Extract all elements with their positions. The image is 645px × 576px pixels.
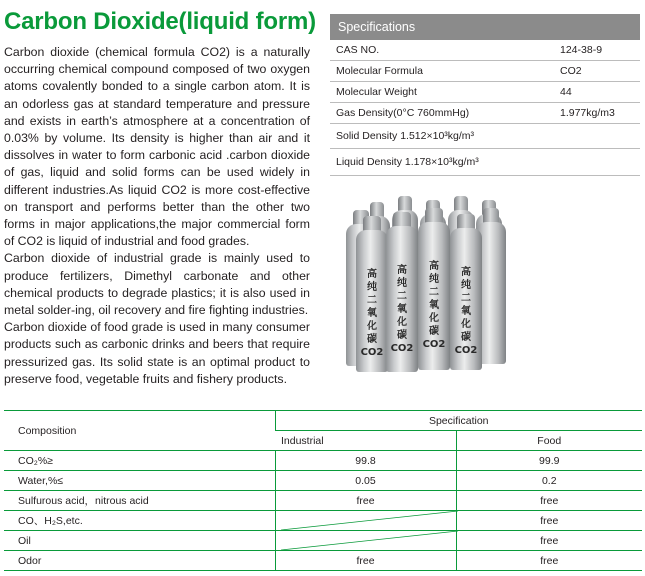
description-paragraph-3: Carbon dioxide of food grade is used in many consumer products such as carbonic drinks and beers that require pressurized gas. Its solid state is an optimal product to preserve food, vegetable fruits and fishery products. xyxy=(4,320,310,386)
blank-cell-diagonal xyxy=(281,531,458,550)
composition-name: CO、H₂S,etc. xyxy=(4,511,275,531)
composition-name: Oil xyxy=(4,531,275,551)
gas-cylinder xyxy=(386,212,418,372)
spec-row-liquid-density xyxy=(330,149,640,176)
composition-name: Odor xyxy=(4,551,275,571)
industrial-value: free xyxy=(275,551,456,571)
spec-label: Molecular Weight xyxy=(336,86,417,98)
industrial-value: free xyxy=(275,491,456,511)
co2-cylinders-image xyxy=(346,196,636,372)
food-header: Food xyxy=(456,431,642,451)
gas-cylinder xyxy=(356,216,388,372)
spec-row-solid-density xyxy=(330,124,640,149)
blank-cell-diagonal xyxy=(281,511,458,530)
spec-label: Gas Density(0°C 760mmHg) xyxy=(336,107,470,119)
spec-label: Molecular Formula xyxy=(336,65,423,77)
description-paragraph-1: Carbon dioxide (chemical formula CO2) is a naturally occurring chemical compound composed of two oxygen atoms covalently bonded to a single carbon atom. It is an odorless gas at standard temperature and pressure and exists in earth’s atmosphere at a concentration of 0.03% by volume. Its density is higher than air and it dissolves in water to form carbonic acid .carbon dioxide of gas, liquid and solid forms can be used widely in different industries.As liquid CO2 is more cost-effective on transport and performs better than the other two forms in major applications,the major commercial form of CO2 is liquid of industrial and food grades. xyxy=(4,45,310,249)
composition-header: Composition xyxy=(4,411,275,451)
food-value: 99.9 xyxy=(456,451,642,471)
page-title: Carbon Dioxide(liquid form) xyxy=(4,8,316,35)
spec-label: CAS NO. xyxy=(336,44,380,56)
table-row xyxy=(4,451,642,471)
spec-value: CO2 xyxy=(560,65,582,77)
specifications-panel xyxy=(330,14,640,176)
spec-label: Liquid Density 1.178×10³kg/m³ xyxy=(336,156,479,168)
industrial-value: 99.8 xyxy=(275,451,456,471)
table-row xyxy=(4,471,642,491)
food-value: free xyxy=(456,511,642,531)
gas-cylinder xyxy=(418,208,450,370)
spec-value: 44 xyxy=(560,86,572,98)
spec-label: Solid Density 1.512×10³kg/m³ xyxy=(336,130,475,142)
spec-row-gas-density xyxy=(330,103,640,124)
table-row xyxy=(4,551,642,571)
spec-value: 1.977kg/m3 xyxy=(560,107,615,119)
food-value: free xyxy=(456,491,642,511)
table-header-row xyxy=(4,411,642,431)
description xyxy=(4,44,310,388)
gas-cylinder xyxy=(450,214,482,370)
cylinder-label: 高 纯 二 氧 化 碳 CO2 xyxy=(422,261,446,350)
spec-row-weight xyxy=(330,82,640,103)
specifications-header: Specifications xyxy=(330,14,640,40)
spec-value: 124-38-9 xyxy=(560,44,603,56)
cylinder-label: 高 纯 二 氧 化 碳 CO2 xyxy=(360,269,384,358)
composition-name: Sulfurous acid，nitrous acid xyxy=(4,491,275,511)
food-value: free xyxy=(456,551,642,571)
industrial-header: Industrial xyxy=(275,431,456,451)
cylinder-label: 高 纯 二 氧 化 碳 CO2 xyxy=(390,265,414,354)
composition-name: Water,%≤ xyxy=(4,471,275,491)
specification-header: Specification xyxy=(275,411,642,431)
cylinder-label: 高 纯 二 氧 化 碳 CO2 xyxy=(454,267,478,356)
spec-row-formula xyxy=(330,61,640,82)
industrial-value: 0.05 xyxy=(275,471,456,491)
spec-row-cas xyxy=(330,40,640,61)
description-paragraph-2: Carbon dioxide of industrial grade is mainly used to produce fertilizers, Dimethyl carbonate and other chemical products to degrade plastics; it is also used in metal solder-ing, oil recovery and fire fighting industries. xyxy=(4,251,310,318)
food-value: free xyxy=(456,531,642,551)
composition-name: CO₂%≥ xyxy=(4,451,275,471)
food-value: 0.2 xyxy=(456,471,642,491)
table-row xyxy=(4,491,642,511)
